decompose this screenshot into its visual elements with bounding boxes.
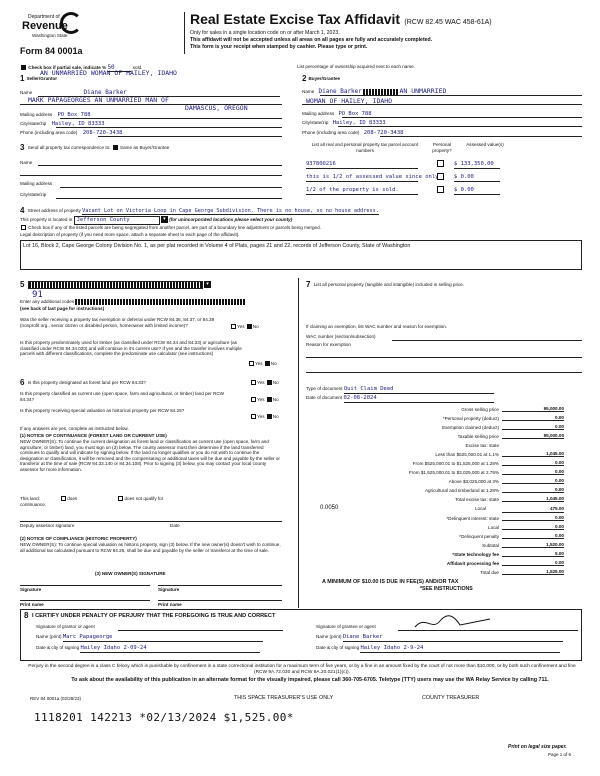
county-label: This property is located in: [20, 217, 73, 222]
tax-row-label: Total due: [480, 569, 499, 575]
certify-row: [24, 611, 275, 621]
parcel-header-assessed: Assessed value(s): [466, 142, 504, 147]
grantor-name-row: [36, 634, 263, 642]
form-title: [190, 11, 590, 28]
tax-row-label: Affidavit processing fee: [446, 560, 499, 566]
perjury-notice: Perjury in the second degree is a class C felony which is punishable by confinement in a state correctional institution for a maximum term of five years, or by a fine in an amount fixed by the court of not more than $10,000, or by both such confinement and fine (RCW 9A.72.030 and RCW 9A.20.021(1)(c)).: [28, 664, 576, 675]
q-current-use-text: Is this property classified as current use (open space, farm and agricultural, or timber) land per RCW 84.34?: [20, 391, 224, 402]
buyer-mailing-label: Mailing address: [302, 111, 335, 116]
tax-row-value[interactable]: 0.00: [502, 533, 564, 540]
notice-compliance-body: NEW OWNER(S): To continue special valuation as historic property, sign (3) below. If the new owner(s) doesn't wish to continue, all additional tax calculated pursuant to RCW 84.26, shall be due and payable by the seller or transferor at the time of sale.: [20, 542, 281, 553]
tax-row-label: Total excise tax: state: [455, 496, 499, 502]
partial-sale-label: Check box if partial sale, indicate %: [28, 65, 107, 70]
wac-row: [306, 334, 576, 340]
personal-property-checkbox[interactable]: [437, 160, 444, 167]
legal-description-label: Legal description of property (if you need more space, attach a separate sheet to each page of the affidavit).: [20, 232, 240, 237]
alt-format-notice: To ask about the availability of this publication in an alternate format for the visually impaired, please call 360-705-6705. Teletype (TTY) users may use the WA Relay Service by calling 711.: [71, 677, 549, 683]
q-forest-no[interactable]: [267, 380, 272, 385]
form-title-text: Real Estate Excise Tax Affidavit: [190, 11, 401, 27]
notice-line-1: Only for sales in a single location code on or after March 1, 2023.: [190, 30, 340, 36]
tax-row-label: *Delinquent interest: state: [446, 515, 499, 521]
segregated-label: Check box if any of the listed parcels are being segregated from another parcel, are part of a boundary line adjustment or parcels being merged.: [28, 225, 321, 230]
tax-row: [308, 550, 564, 557]
grantee-signature-label: Signature of grantee or agent: [316, 624, 376, 629]
q-forest-yes[interactable]: [251, 380, 256, 385]
tax-row: [308, 523, 564, 530]
tax-row-label: *Delinquent penalty: [459, 533, 499, 539]
q-current-use-yes-label: Yes: [257, 397, 265, 402]
local-value[interactable]: 475.00: [502, 506, 564, 513]
tax-row: [308, 459, 564, 466]
county-dropdown-icon[interactable]: ▾: [161, 216, 168, 223]
wac-label: WAC number (section/subsection): [306, 334, 376, 339]
parcel-number[interactable]: 1/2 of the property is sold.: [306, 187, 418, 195]
personal-property-checkbox[interactable]: [437, 186, 444, 193]
q-current-use: [20, 391, 300, 402]
local-rate: 0.0050: [320, 505, 339, 511]
buyer-section: [302, 74, 340, 84]
q-exemption-text: Was the seller receiving a property tax exemption or deferral under RCW 84.36, 84.37, or 84.38 (nonprofit org., senior citizen or disabled person, homeowner with limited income)?: [20, 317, 215, 328]
buyer-city-label: City/state/zip: [302, 120, 329, 125]
owner-print-name-2: Print name: [158, 602, 182, 607]
q-historic-yes[interactable]: [251, 414, 256, 419]
tax-row-value[interactable]: 0.00: [502, 478, 564, 485]
corr-name-label: Name: [20, 160, 33, 165]
seller-name-line3: DAMASCUS, OREGON: [185, 104, 248, 112]
q-historic: [20, 408, 300, 419]
corr-city-label: City/state/zip: [20, 192, 47, 197]
tax-row-label: Above $3,025,000 at 3%: [448, 478, 499, 484]
section-6-number: 6: [20, 378, 25, 387]
q-forest: [20, 378, 300, 388]
section-1-number: 1: [20, 74, 25, 83]
tax-row-value[interactable]: 0.00: [502, 524, 564, 531]
doc-date-value[interactable]: 02-08-2024: [344, 395, 494, 403]
tax-row-value[interactable]: 0.00: [502, 460, 564, 467]
buyer-name-value[interactable]: Diane Barker: [318, 88, 362, 95]
assessed-value[interactable]: $ 0.00: [454, 174, 500, 182]
partial-sale-percent[interactable]: 50: [107, 64, 131, 72]
grantor-name-value[interactable]: Marc Papageorge: [63, 634, 263, 642]
notice-compliance-title: (2) NOTICE OF COMPLIANCE (HISTORIC PROPERTY): [20, 536, 137, 541]
tax-row: [308, 541, 564, 548]
certify-text: I CERTIFY UNDER PENALTY OF PERJURY THAT THE FOREGOING IS TRUE AND CORRECT: [32, 613, 276, 619]
grantor-signature-label: Signature of grantor or agent: [36, 624, 95, 629]
section-7-number: 7: [306, 280, 311, 289]
seller-section: [20, 74, 57, 84]
this-land-label: This land:: [20, 496, 40, 501]
notice-continuance-title: (1) NOTICE OF CONTINUANCE (FOREST LAND OR CURRENT USE): [20, 433, 167, 438]
buyer-section-label: Buyer/Grantee: [308, 76, 341, 81]
q-exemption-yes[interactable]: [231, 324, 236, 329]
parcel-row: [306, 159, 516, 169]
q-forest-yes-label: Yes: [257, 380, 265, 385]
tax-row-value[interactable]: 5.00: [502, 551, 564, 558]
tax-row-value[interactable]: 1,045.00: [502, 496, 564, 503]
grantee-date-label: Date & city of signing: [316, 645, 360, 650]
parcel-row: [306, 172, 516, 182]
section-8-number: 8: [24, 611, 29, 620]
section-3-number: 3: [20, 143, 25, 152]
use-code-handwritten: 91: [32, 290, 43, 300]
page-number: Page 1 of 6: [548, 752, 572, 757]
q-historic-no-label: No: [272, 414, 279, 419]
q-historic-yes-label: Yes: [257, 414, 265, 419]
q-historic-no[interactable]: [267, 414, 272, 419]
see-instructions-note: *SEE INSTRUCTIONS: [420, 586, 473, 592]
parcel-header-personal: Personal property?: [432, 142, 452, 153]
tax-row: [308, 532, 564, 539]
tax-row: [308, 423, 564, 430]
seller-name-label: Name: [20, 90, 33, 95]
tax-row-label: From $1,525,000.01 to $3,025,000 at 2.75%: [408, 469, 499, 475]
q-exemption-yes-label: Yes: [237, 324, 245, 329]
ownership-note: List percentage of ownership acquired next to each name.: [297, 64, 415, 69]
exemption-label: If claiming an exemption, list WAC number and reason for exemption.: [306, 324, 448, 329]
same-as-buyer-checkbox[interactable]: [113, 145, 118, 150]
grantee-name-value[interactable]: Diane Barker: [343, 634, 563, 642]
doc-type-value[interactable]: Quit Claim Deed: [344, 386, 494, 394]
tax-row-value[interactable]: 1,045.00: [502, 451, 564, 458]
street-address-row: [20, 206, 590, 216]
tax-row-label: Subtotal: [482, 542, 499, 548]
treasurer-use-label: THIS SPACE TREASURER'S USE ONLY: [234, 695, 334, 701]
q-exemption: [20, 317, 300, 328]
assessed-value[interactable]: $ 0.00: [454, 187, 500, 195]
q-exemption-no[interactable]: [247, 324, 252, 329]
section-5-codes: [20, 280, 211, 290]
cashier-stamp: 1118201 142213 *02/13/2024 $1,525.00*: [34, 711, 294, 724]
dor-swirl-icon: [60, 12, 82, 34]
tax-row: [308, 559, 564, 566]
seller-name-value[interactable]: Diane Barker: [83, 89, 127, 96]
same-as-buyer-label: Same as Buyer/Grantee: [120, 145, 170, 150]
tax-row: [308, 441, 564, 448]
partial-sale-checkbox[interactable]: [21, 65, 26, 70]
tax-row-value[interactable]: 0.00: [502, 515, 564, 522]
notice-continuance-body: NEW OWNER(S): To continue the current designation as forest land or classification as current use (open space, farm and agriculture, or timber) land, you must sign on (3) below. The county assessor must then determine if the land transferred continues to qualify and will indicate by signing below. If the land no longer qualifies or you do not wish to continue the designation or classification, it will be removed and the compensating or additional taxes will be due and payable by the seller or transferor at the time of sale (RCW 84.33.140 or 84.34.108). Prior to signing (3) below, you may contact your local county assessor for more information.: [20, 439, 280, 472]
personal-property-row: [306, 280, 586, 290]
additional-codes-label: Enter any additional codes: [20, 299, 75, 305]
use-code-select[interactable]: [28, 281, 203, 289]
notice-line-3: This form is your receipt when stamped by cashier. Please type or print.: [190, 44, 368, 50]
buyer-city-value[interactable]: Hailey, ID 83333: [332, 120, 386, 126]
form-number: Form 84 0001a: [20, 46, 83, 56]
q-historic-text: Is this property receiving special valuation as historical property per RCW 84.26?: [20, 408, 185, 413]
tax-row-value[interactable]: 1,520.00: [502, 542, 564, 549]
seller-mailing-label: Mailing address: [20, 112, 53, 117]
tax-row: [308, 477, 564, 484]
grantee-signature-scribble: [410, 613, 500, 633]
additional-codes-row: [20, 299, 245, 305]
local-label: Local: [475, 506, 486, 511]
seller-mailing-value[interactable]: PO Box 788: [57, 112, 91, 118]
state-label: Washington State: [32, 33, 68, 38]
tax-row-label: *Personal property (deduct): [442, 415, 499, 421]
partial-sale-sold: sold.: [132, 65, 143, 70]
seller-section-label: Seller/Grantor: [26, 76, 58, 81]
owner-signature-label-1: Signature: [20, 587, 42, 592]
tax-row-value[interactable]: 0.00: [502, 560, 564, 567]
tax-row: [308, 486, 564, 493]
seller-phone-value[interactable]: 208-720-3438: [82, 130, 123, 136]
tax-row-value[interactable]: 0.00: [502, 424, 564, 431]
tax-row-label: *State technology fee: [452, 551, 499, 557]
q-current-use-no-label: No: [272, 397, 279, 402]
seller-city-value[interactable]: Hailey, ID 83333: [51, 121, 105, 127]
q-timber-no-label: No: [270, 361, 277, 366]
department-label: Department of: [28, 14, 60, 20]
form-rcw: (RCW 82.45 WAC 458-61A): [404, 19, 492, 26]
section-2-number: 2: [302, 74, 307, 83]
street-address-value[interactable]: Vacant Lot on Victoria Loop in Cape George Subdivision. There is no house, so no house address.: [82, 208, 379, 214]
additional-codes-value[interactable]: [75, 299, 245, 305]
grantee-date-value[interactable]: Hailey Idaho 2-9-24: [360, 645, 560, 653]
doc-type-row: [306, 386, 494, 394]
revenue-wordmark: Revenue: [22, 20, 68, 32]
corr-mailing-label: Mailing address: [20, 181, 53, 186]
buyer-name-extra: AN UNMARRIED: [399, 87, 447, 95]
minimum-due-note: A MINIMUM OF $10.00 IS DUE IN FEE(S) AND/OR TAX: [322, 579, 459, 585]
tax-row-label: Less than $525,000.01 at 1.1%: [435, 451, 499, 457]
grantor-date-label: Date & city of signing: [36, 645, 80, 650]
if-yes-note: If any answers are yes, complete as instructed below.: [20, 426, 129, 431]
county-select[interactable]: Jefferson County: [74, 216, 160, 225]
tax-row: [308, 432, 564, 439]
grantor-date-row: [36, 645, 260, 653]
tax-row-value[interactable]: 0.00: [502, 415, 564, 422]
section-4-number: 4: [20, 206, 25, 215]
new-owner-signature-title: (3) NEW OWNER(S) SIGNATURE: [95, 571, 166, 576]
land-does-checkbox[interactable]: [61, 496, 66, 501]
personal-property-checkbox[interactable]: [437, 173, 444, 180]
buyer-phone-label: Phone (including area code): [302, 130, 360, 135]
tax-row: [308, 405, 564, 412]
grantee-date-row: [316, 645, 560, 653]
doc-date-row: [306, 395, 494, 403]
tax-row-label: From $525,000.01 to $1,525,000 at 1.28%: [412, 460, 499, 466]
section-5-number: 5: [20, 280, 25, 289]
reason-label: Reason for exemption: [306, 342, 351, 347]
tax-row-value[interactable]: 0.00: [502, 469, 564, 476]
tax-row: [308, 568, 564, 575]
doc-date-label: Date of document: [306, 395, 343, 400]
notice-line-2: This affidavit will not be accepted unless all areas on all pages are fully and accurately completed.: [190, 37, 433, 43]
tax-row: [308, 514, 564, 521]
seller-city-label: City/state/zip: [20, 121, 47, 126]
land-does-not-label: does not qualify for: [124, 496, 164, 501]
tax-row: [308, 495, 564, 502]
grantee-name-row: [316, 634, 563, 642]
tax-row: [308, 450, 564, 457]
parcel-header-list: List all real and personal property tax parcel account numbers: [311, 142, 419, 153]
grantor-handwritten: AN UNMARRIED WOMAN OF HAILEY, IDAHO: [40, 69, 177, 77]
grantor-signature-row: [36, 624, 286, 630]
tax-row-label: Exemption claimed (deduct): [442, 424, 499, 430]
county-note: (for unincorporated locations please select your county): [169, 217, 293, 222]
q-timber-text: Is this property predominately used for timber (as classified under RCW 84.34 and 84.33) or agriculture (as classified under RCW 84.34.020) and will continue in it's current use? If yes and the transfer involves multiple parcels with different classifications, complete the predominate use calculator (see instructions): [20, 340, 242, 356]
parcel-number[interactable]: 937800216: [306, 161, 418, 169]
tax-row-label: Taxable selling price: [457, 433, 499, 439]
county-row: [20, 216, 590, 225]
grantor-date-value[interactable]: Hailey Idaho 2-09-24: [80, 645, 260, 653]
parcel-row: [306, 185, 516, 195]
deputy-signature-label: Deputy assessor signature: [20, 523, 75, 528]
local-rate-row: [320, 505, 564, 513]
personal-property-label: List all personal property (tangible and intangible) included in selling price.: [313, 282, 465, 287]
parcel-number[interactable]: this is 1/2 of assessed value since only: [306, 174, 439, 180]
revision-label: REV 84 0001a (02/28/23): [30, 696, 82, 701]
seller-name-line2: MARK PAPAGEORGES AN UNMARRIED MAN OF: [28, 96, 169, 104]
segregated-row: [20, 225, 590, 231]
buyer-name-line2: WOMAN OF HAILEY, IDAHO: [306, 97, 393, 105]
land-does-not-checkbox[interactable]: [118, 496, 123, 501]
doc-type-label: Type of document: [306, 386, 343, 391]
q-current-use-no[interactable]: [267, 397, 272, 402]
legal-description-box[interactable]: [20, 240, 582, 270]
q-timber-no[interactable]: [265, 361, 270, 366]
correspondence-row: [20, 143, 169, 153]
use-code-dropdown-icon[interactable]: ▾: [204, 281, 211, 288]
q-timber-yes-label: Yes: [255, 361, 263, 366]
street-address-label: Street address of property: [27, 208, 81, 213]
deputy-date-label: Date: [170, 523, 180, 528]
q-forest-no-label: No: [272, 380, 279, 385]
assessed-value[interactable]: $ 133,350.00: [454, 161, 500, 169]
see-back-note: (see back of last page for instructions): [20, 306, 105, 311]
owner-print-name-1: Print name: [20, 602, 44, 607]
this-land-row: [20, 496, 282, 507]
tax-row-value[interactable]: 95,000.00: [502, 406, 564, 413]
buyer-mailing-value[interactable]: PO Box 788: [338, 111, 372, 117]
land-does-label: does: [67, 496, 78, 501]
county-treasurer-label: COUNTY TREASURER: [422, 695, 480, 701]
buyer-name-label: Name: [302, 89, 315, 94]
tax-row: [308, 414, 564, 421]
correspondence-label: Send all property tax correspondence to:: [27, 145, 111, 150]
tax-row-value[interactable]: 95,000.00: [502, 433, 564, 440]
legal-paper-note: Print on legal size paper.: [508, 744, 567, 750]
legal-description-value: Lot 16, Block 2, Cape George Colony Division No. 1, as per plat recorded in Volume 4 of Plats, pages 21 and 22, records of Jefferson County, State of Washington: [23, 243, 411, 249]
tax-row-label: Excise tax: state: [465, 442, 499, 448]
tax-row-label: Agricultural and timberland at 1.28%: [424, 487, 499, 493]
continuance-label: continuance.: [20, 501, 47, 507]
seller-phone-label: Phone (including area code): [20, 130, 78, 135]
owner-signature-label-2: Signature: [158, 587, 180, 592]
tax-row-value[interactable]: 1,525.00: [502, 569, 564, 576]
q-exemption-no-label: No: [252, 324, 259, 329]
tax-row: [308, 468, 564, 475]
grantee-name-label: Name (print): [316, 634, 342, 639]
grantor-name-label: Name (print): [36, 634, 62, 639]
buyer-phone-value[interactable]: 208-720-3438: [363, 130, 404, 136]
q-timber-yes[interactable]: [249, 361, 254, 366]
q-current-use-yes[interactable]: [251, 397, 256, 402]
q-timber: [20, 340, 300, 366]
tax-row-label: Gross selling price: [461, 406, 499, 412]
tax-row-value[interactable]: 0.00: [502, 487, 564, 494]
q-forest-text: Is this property designated as forest land per RCW 84.33?: [27, 380, 146, 385]
tax-row-label: Local: [488, 524, 499, 530]
segregated-checkbox[interactable]: [21, 225, 26, 230]
